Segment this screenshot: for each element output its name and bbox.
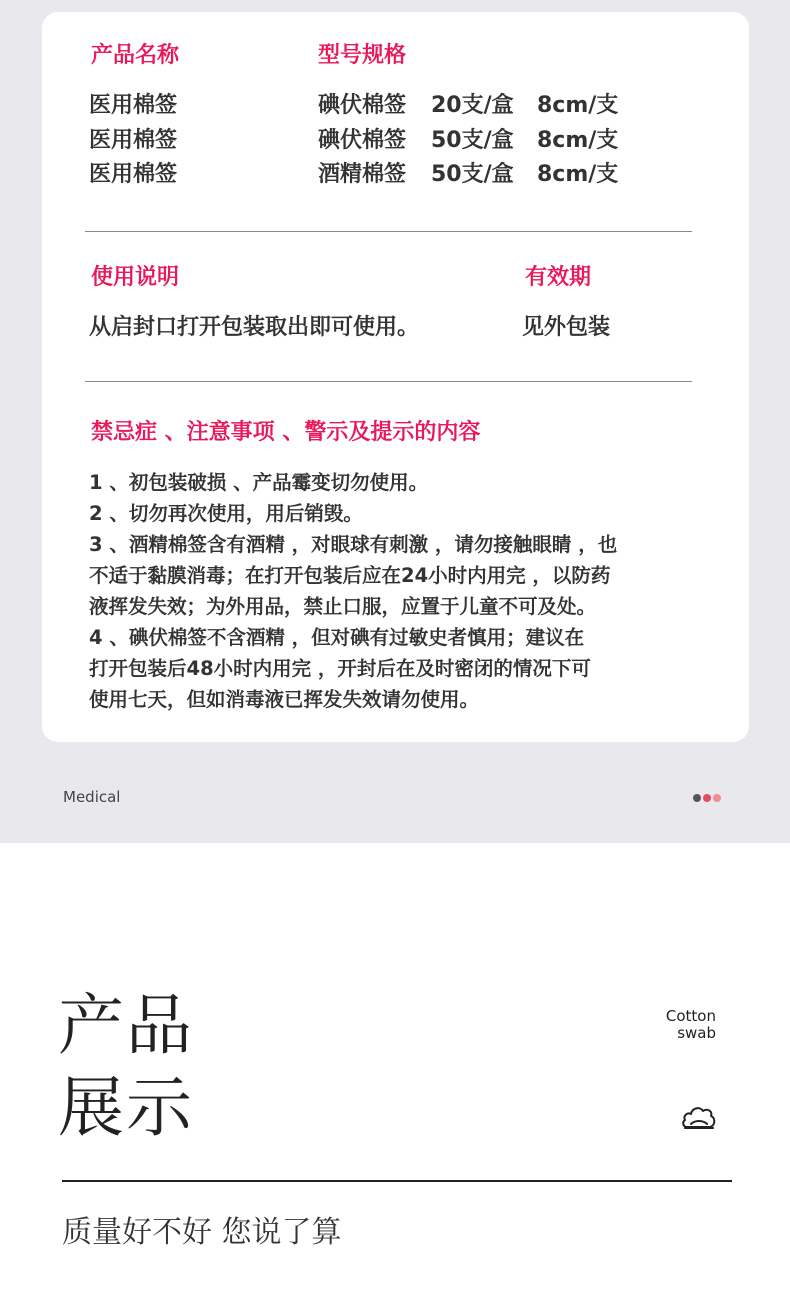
- spec-row-3-model: 酒精棉签: [318, 162, 407, 187]
- spec-row-3-size: 8cm/支: [537, 162, 619, 187]
- validity-header: 有效期: [525, 265, 592, 290]
- spec-row-2-model: 碘伏棉签: [318, 128, 407, 153]
- caution-line: 不适于黏膜消毒；在打开包装后应在24小时内用完 ，以防药: [89, 564, 611, 587]
- usage-text: 从启封口打开包装取出即可使用。: [89, 315, 420, 340]
- dot-3: [713, 794, 721, 802]
- caution-line: 打开包装后48小时内用完 ，开封后在及时密闭的情况下可: [89, 657, 591, 680]
- showcase-divider: [62, 1180, 732, 1182]
- spec-row-1-size: 8cm/支: [537, 93, 619, 118]
- cotton-swab-tag-line2: swab: [677, 1024, 716, 1042]
- showcase-title-line1: 产品: [58, 987, 194, 1064]
- usage-header: 使用说明: [91, 265, 180, 290]
- slogan-text: 质量好不好 您说了算: [62, 1215, 342, 1250]
- cautions-header: 禁忌症 、注意事项 、警示及提示的内容: [91, 420, 481, 445]
- divider-2: [85, 381, 692, 382]
- dot-2: [703, 794, 711, 802]
- spec-row-2-name: 医用棉签: [89, 128, 178, 153]
- spec-row-3-name: 医用棉签: [89, 162, 178, 187]
- spec-row-1-name: 医用棉签: [89, 93, 178, 118]
- cotton-swab-tag-line1: Cotton: [665, 1007, 716, 1025]
- info-card: [42, 12, 749, 742]
- dot-1: [693, 794, 701, 802]
- validity-text: 见外包装: [522, 315, 611, 340]
- cotton-swab-icon: [681, 1101, 717, 1135]
- page-dots: [693, 794, 721, 802]
- spec-row-2-qty: 50支/盒: [431, 128, 514, 153]
- divider-1: [85, 231, 692, 232]
- product-name-header: 产品名称: [91, 43, 180, 68]
- spec-row-1-qty: 20支/盒: [431, 93, 514, 118]
- showcase-title-line2: 展示: [58, 1069, 194, 1146]
- caution-line: 3 、酒精棉签含有酒精 ，对眼球有刺激 ，请勿接触眼睛 ，也: [89, 533, 618, 556]
- spec-row-2-size: 8cm/支: [537, 128, 619, 153]
- cotton-swab-tag: [666, 1008, 716, 1042]
- model-spec-header: 型号规格: [318, 43, 407, 68]
- caution-line: 4 、碘伏棉签不含酒精 ，但对碘有过敏史者慎用；建议在: [89, 626, 585, 649]
- caution-line: 液挥发失效；为外用品，禁止口服，应置于儿童不可及处。: [89, 595, 597, 618]
- caution-line: 2 、切勿再次使用，用后销毁。: [89, 502, 363, 525]
- caution-line: 1 、初包装破损 、产品霉变切勿使用。: [89, 471, 429, 494]
- spec-row-3-qty: 50支/盒: [431, 162, 514, 187]
- medical-label: Medical: [63, 788, 121, 806]
- caution-line: 使用七天，但如消毒液已挥发失效请勿使用。: [89, 688, 480, 711]
- spec-row-1-model: 碘伏棉签: [318, 93, 407, 118]
